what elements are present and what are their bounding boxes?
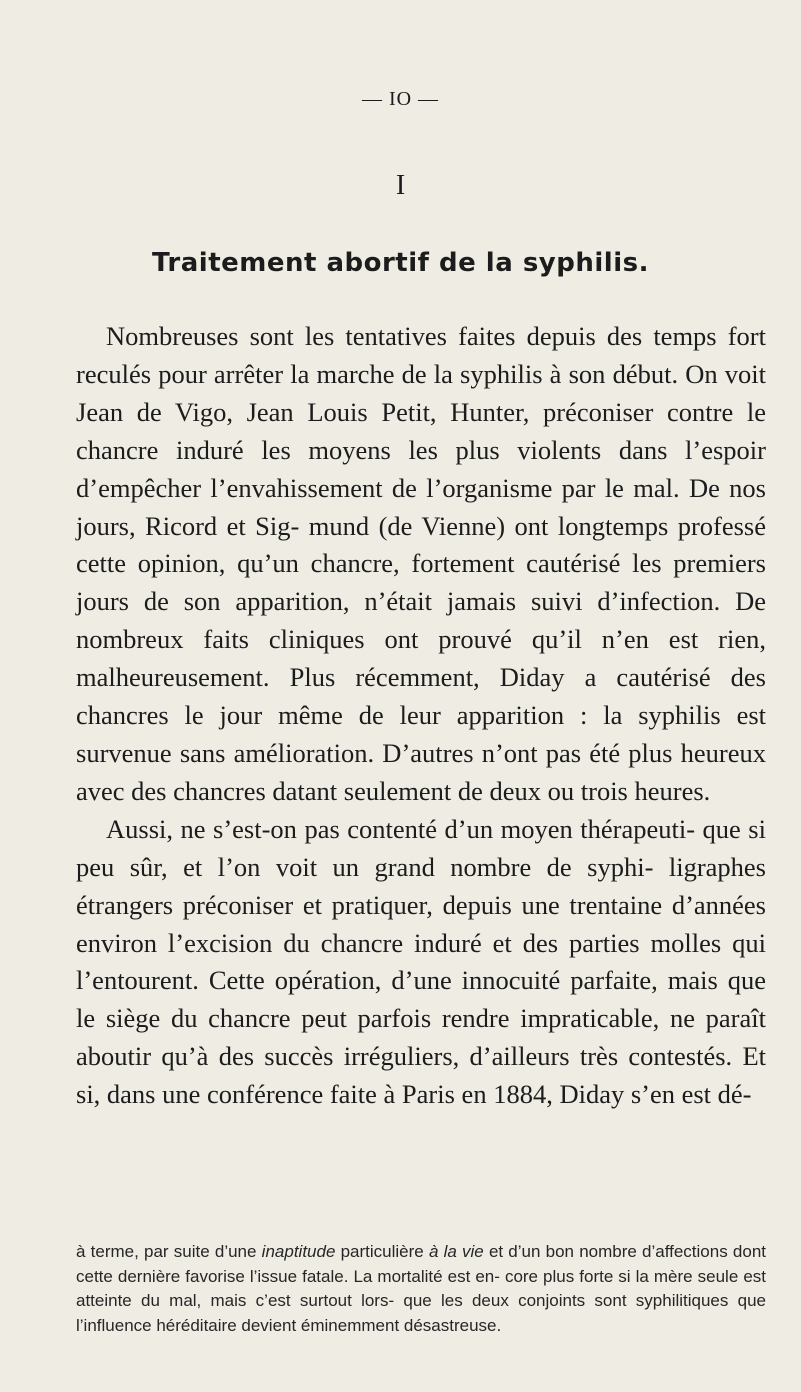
footnote-text: et d’un bon nombre d’affections dont cette dernière favorise l’issue fatale. La mortalité est en- core plus forte si la mère seule est atteinte du mal, mais c’est surtout lors- que les deux conjoints sont syphilitiques que l’influence héréditaire devient éminemment désastreuse. [76,1242,766,1335]
chapter-title: Traitement abortif de la syphilis. [152,248,649,278]
footnote-emphasis: à la vie [428,1242,484,1261]
body-text [76,318,766,1114]
section-number: I [395,170,406,201]
page-number: — IO — [361,88,440,110]
footnote-emphasis: inaptitude [261,1242,336,1261]
paragraph: Aussi, ne s’est-on pas contenté d’un moyen thérapeuti- que si peu sûr, et l’on voit un grand nombre de syphi- ligraphes étrangers préconiser et pratiquer, depuis une trentaine d’années environ l’excision du chancre induré et des parties molles qui l’entourent. Cette opération, d’une innocuité parfaite, mais que le siège du chancre peut parfois rendre impraticable, ne paraît aboutir qu’à des succès irréguliers, d’ailleurs très contestés. Et si, dans une conférence faite à Paris en 1884, Diday s’en est dé- [76,813,766,1110]
footnote-text: particulière [335,1242,429,1261]
footnote-text: à terme, par suite d’une [76,1242,262,1261]
footnote [76,1240,766,1338]
paragraph: Nombreuses sont les tentatives faites depuis des temps fort reculés pour arrêter la marche de la syphilis à son début. On voit Jean de Vigo, Jean Louis Petit, Hunter, préconiser contre le chancre induré les moyens les plus violents dans l’espoir d’empêcher l’envahissement de l’organisme par le mal. De nos jours, Ricord et Sig- mund (de Vienne) ont longtemps professé cette opinion, qu’un chancre, fortement cautérisé les premiers jours de son apparition, n’était jamais suivi d’infection. De nombreux faits cliniques ont prouvé qu’il n’en est rien, malheureusement. Plus récemment, Diday a cautérisé des chancres le jour même de leur apparition : la syphilis est survenue sans amélioration. D’autres n’ont pas été plus heureux avec des chancres datant seulement de deux ou trois heures. [76,321,766,806]
